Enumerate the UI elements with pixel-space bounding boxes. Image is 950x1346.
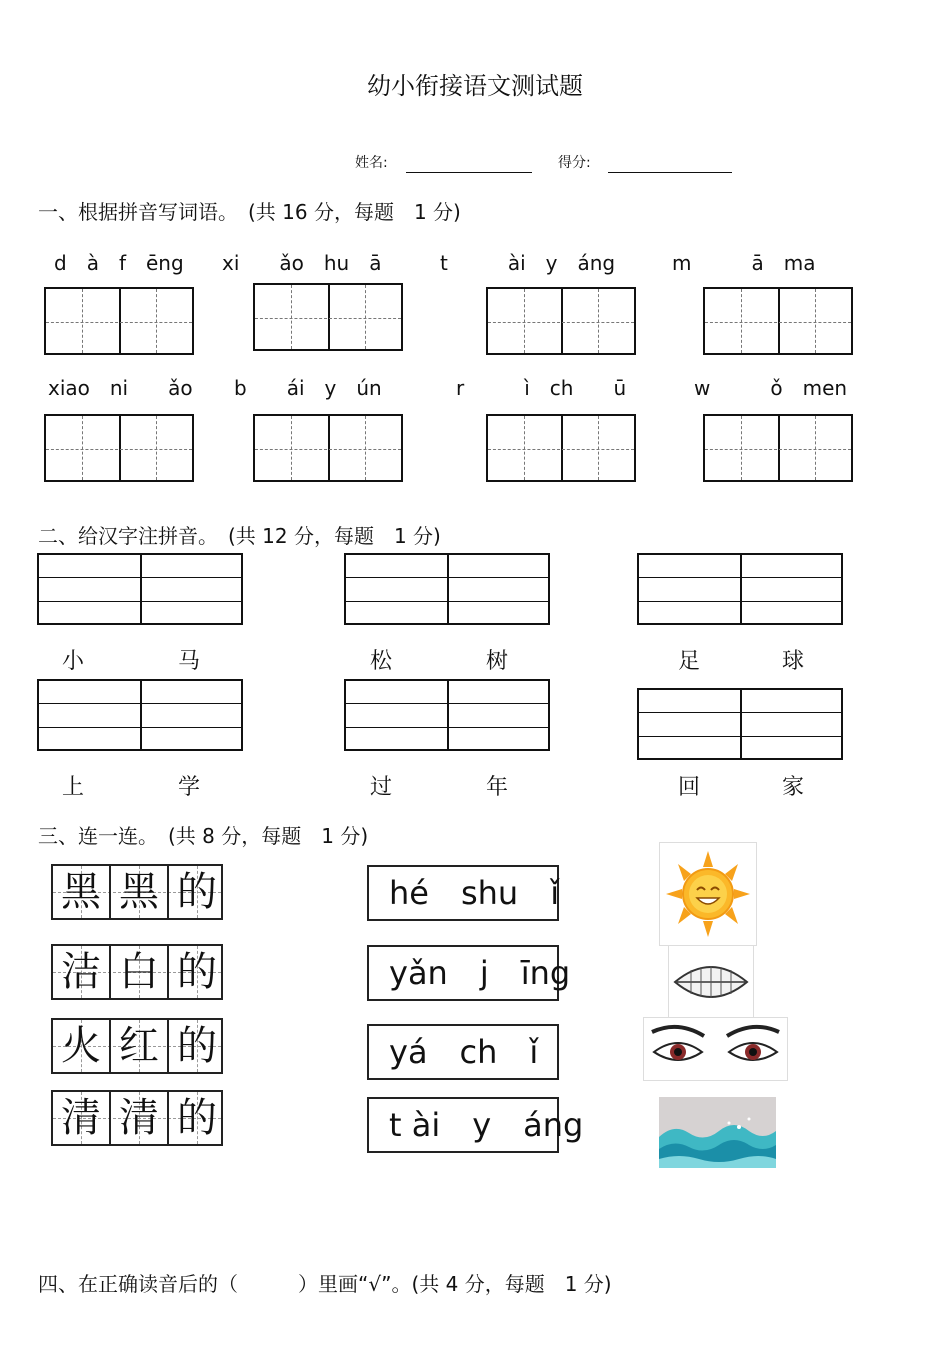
word-char: 清 <box>61 1095 101 1141</box>
hanzi-char: 家 <box>782 775 805 800</box>
writing-grid[interactable] <box>486 287 636 355</box>
pinyin-prompt: m ā ma <box>672 251 816 275</box>
pinyin-prompt: t ài y áng <box>440 251 616 275</box>
name-blank[interactable] <box>406 172 532 173</box>
word-box[interactable] <box>51 1090 223 1146</box>
word-box[interactable] <box>51 864 223 920</box>
pinyin-box[interactable]: yǎn j īng <box>367 945 559 1001</box>
page-title: 幼小衔接语文测试题 <box>367 72 583 100</box>
writing-grid[interactable] <box>44 414 194 482</box>
word-char: 黑 <box>119 869 159 915</box>
writing-grid[interactable] <box>703 287 853 355</box>
pinyin-box[interactable]: yá ch ǐ <box>367 1024 559 1080</box>
writing-grid[interactable] <box>44 287 194 355</box>
pinyin-prompt: xiao ni ǎo <box>48 376 193 400</box>
word-char: 的 <box>177 1095 217 1141</box>
word-char: 火 <box>61 1023 101 1069</box>
pinyin-grid[interactable] <box>37 679 243 751</box>
name-label: 姓名: <box>355 155 388 171</box>
pinyin-prompt: b ái y ún <box>234 376 382 400</box>
writing-grid[interactable] <box>253 414 403 482</box>
pinyin-grid[interactable] <box>344 553 550 625</box>
word-char: 红 <box>119 1023 159 1069</box>
writing-grid[interactable] <box>703 414 853 482</box>
word-char: 的 <box>177 1023 217 1069</box>
pinyin-grid[interactable] <box>637 553 843 625</box>
word-char: 的 <box>177 949 217 995</box>
section4-heading: 四、在正确读音后的（ ）里画“√”。(共 4 分，每题 1 分) <box>38 1272 612 1296</box>
hanzi-char: 松 <box>370 649 393 674</box>
teeth-icon <box>669 946 753 1018</box>
hanzi-char: 过 <box>370 775 393 800</box>
pinyin-prompt: r ì ch ū <box>456 376 627 400</box>
pinyin-grid[interactable] <box>344 679 550 751</box>
pinyin-box[interactable]: hé shu ǐ <box>367 865 559 921</box>
hanzi-char: 学 <box>178 775 201 800</box>
pinyin-grid[interactable] <box>637 688 843 760</box>
pinyin-prompt: xi ǎo hu ā <box>222 251 382 275</box>
sun-icon <box>660 843 756 945</box>
word-char: 黑 <box>61 869 101 915</box>
score-blank[interactable] <box>608 172 732 173</box>
writing-grid[interactable] <box>253 283 403 351</box>
hanzi-char: 足 <box>678 649 701 674</box>
word-box[interactable] <box>51 1018 223 1074</box>
section2-heading: 二、给汉字注拼音。 (共 12 分，每题 1 分) <box>38 524 441 548</box>
writing-grid[interactable] <box>486 414 636 482</box>
score-label: 得分: <box>558 155 591 171</box>
word-char: 的 <box>177 869 217 915</box>
word-box[interactable] <box>51 944 223 1000</box>
pinyin-prompt: w ǒ men <box>694 376 848 400</box>
word-char: 洁 <box>61 949 101 995</box>
hanzi-char: 小 <box>62 649 85 674</box>
hanzi-char: 树 <box>486 649 509 674</box>
word-char: 清 <box>119 1095 159 1141</box>
word-char: 白 <box>119 949 159 995</box>
hanzi-char: 球 <box>782 649 805 674</box>
hanzi-char: 马 <box>178 649 201 674</box>
eyes-picture[interactable] <box>643 1017 788 1081</box>
pinyin-prompt: d à f ēng <box>54 251 184 275</box>
teeth-picture[interactable] <box>668 945 754 1019</box>
section1-heading: 一、根据拼音写词语。 (共 16 分，每题 1 分) <box>38 200 461 224</box>
river-water-picture[interactable] <box>659 1097 776 1168</box>
water-wave-icon <box>659 1097 776 1168</box>
section3-heading: 三、连一连。 (共 8 分，每题 1 分) <box>38 824 369 848</box>
pinyin-grid[interactable] <box>37 553 243 625</box>
hanzi-char: 年 <box>486 775 509 800</box>
hanzi-char: 上 <box>62 775 85 800</box>
hanzi-char: 回 <box>678 775 701 800</box>
eyes-icon <box>644 1018 787 1080</box>
pinyin-box[interactable]: t ài y áng <box>367 1097 559 1153</box>
sun-picture[interactable] <box>659 842 757 946</box>
